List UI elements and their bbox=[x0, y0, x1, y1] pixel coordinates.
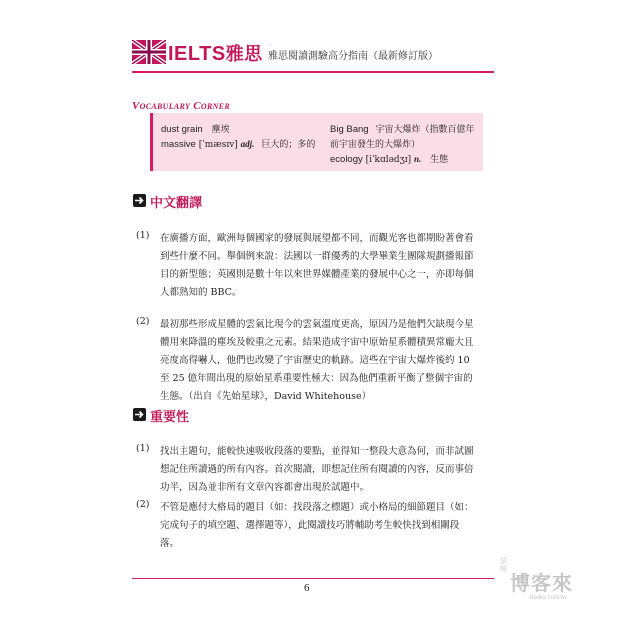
paragraph-line: 至 25 億年間出現的原始星系重要性極大：因為他們重新平衡了整個宇宙的 bbox=[160, 373, 473, 384]
book-subtitle: 雅思閱讀測驗高分指南（最新修訂版） bbox=[268, 51, 438, 62]
paragraph-line: 想記住所讀過的所有內容。首次閱讀，即想記住所有閱讀的內容，反而事倍 bbox=[160, 464, 474, 475]
paragraph-line: 體用來降溫的塵埃及較重之元素。結果造成宇宙中原始星系體積異常龐大且 bbox=[160, 337, 474, 348]
paragraph-line: 落。 bbox=[160, 538, 180, 549]
item-number: (1) bbox=[136, 230, 150, 241]
paragraph-line: 在廣播方面，歐洲每個國家的發展與展望都不同，而觀光客也都期盼著會看 bbox=[160, 233, 474, 244]
paragraph-line: 不管是應付大格局的題目（如：找段落之標題）或小格局的細節題目（如： bbox=[160, 502, 474, 513]
header-rule bbox=[132, 71, 494, 73]
arrow-right-icon bbox=[133, 194, 146, 207]
watermark bbox=[498, 555, 578, 611]
item-number: (2) bbox=[136, 499, 150, 510]
paragraph-line: 找出主題句，能較快速吸收段落的要點，並得知一整段大意為何，而非試圖 bbox=[160, 446, 474, 457]
vocab-entry bbox=[161, 122, 230, 135]
vocab-entry bbox=[330, 122, 474, 135]
importance-heading: 重要性 bbox=[150, 410, 190, 425]
vocab-meaning: 巨大的；多的 bbox=[261, 140, 316, 150]
brand-cjk: 雅思 bbox=[225, 44, 263, 65]
vocab-pronunciation: [ˈmæsɪv] bbox=[198, 140, 238, 150]
vocab-meaning: 前宇宙發生的大爆炸） bbox=[330, 140, 421, 150]
vocab-entry bbox=[330, 152, 448, 165]
vocab-entry bbox=[161, 137, 315, 150]
vocab-pronunciation: [iˈkɑlədʒɪ] bbox=[365, 155, 412, 165]
union-jack-icon bbox=[132, 40, 166, 64]
vocab-heading: Vocabulary Corner bbox=[132, 100, 230, 112]
paragraph-line: 亮度高得嚇人，他們也改變了宇宙歷史的軌跡。這些在宇宙大爆炸後約 10 bbox=[160, 355, 470, 366]
paragraph-line: 生態。（出自《先始星球》，David Whitehouse） bbox=[160, 391, 372, 402]
vocab-meaning: 塵埃 bbox=[211, 125, 230, 135]
paragraph-line: 完成句子的填空題、選擇題等），此閱讀技巧將輔助考生較快找到相關段 bbox=[160, 520, 460, 531]
watermark-url: books.com.tw bbox=[530, 595, 567, 601]
vocab-entry-continued bbox=[330, 137, 420, 150]
paragraph-line: 功半，因為並非所有文章內容都會出現於試題中。 bbox=[160, 482, 370, 493]
vocab-word: ecology bbox=[330, 154, 363, 165]
vocab-meaning: 宇宙大爆炸（指數百億年 bbox=[375, 125, 475, 135]
footer-rule bbox=[132, 578, 494, 579]
vocab-word: dust grain bbox=[161, 124, 203, 135]
paragraph-line: 到些什麼不同。舉個例來說：法國以一群優秀的大學畢業生團隊規劃播報節 bbox=[160, 251, 474, 262]
vocab-pos: n. bbox=[414, 154, 422, 164]
vocab-box bbox=[150, 113, 483, 171]
page-header bbox=[0, 0, 620, 70]
paragraph-line: 人都熟知的 BBC。 bbox=[160, 287, 242, 298]
item-number: (1) bbox=[136, 443, 150, 454]
watermark-vertical: 試閱 bbox=[500, 557, 507, 573]
paragraph-line: 最初那些形成星體的雲氣比現今的雲氣溫度更高，原因乃是他們欠缺現今星 bbox=[160, 319, 474, 330]
page-number: 6 bbox=[304, 582, 310, 594]
vocab-meaning: 生態 bbox=[430, 155, 449, 165]
paragraph-line: 目的新型態；英國則是數十年以來世界媒體產業的發展中心之一，亦即每個 bbox=[160, 269, 474, 280]
item-number: (2) bbox=[136, 316, 150, 327]
vocab-word: Big Bang bbox=[330, 124, 369, 135]
watermark-logo: 博客來 bbox=[510, 571, 573, 595]
vocab-pos: adj. bbox=[240, 139, 255, 149]
translation-heading: 中文翻譯 bbox=[150, 196, 203, 211]
arrow-right-icon bbox=[133, 408, 146, 421]
brand-logo bbox=[168, 40, 263, 66]
brand-latin: IELTS bbox=[168, 43, 226, 65]
vocab-word: massive bbox=[161, 139, 196, 150]
